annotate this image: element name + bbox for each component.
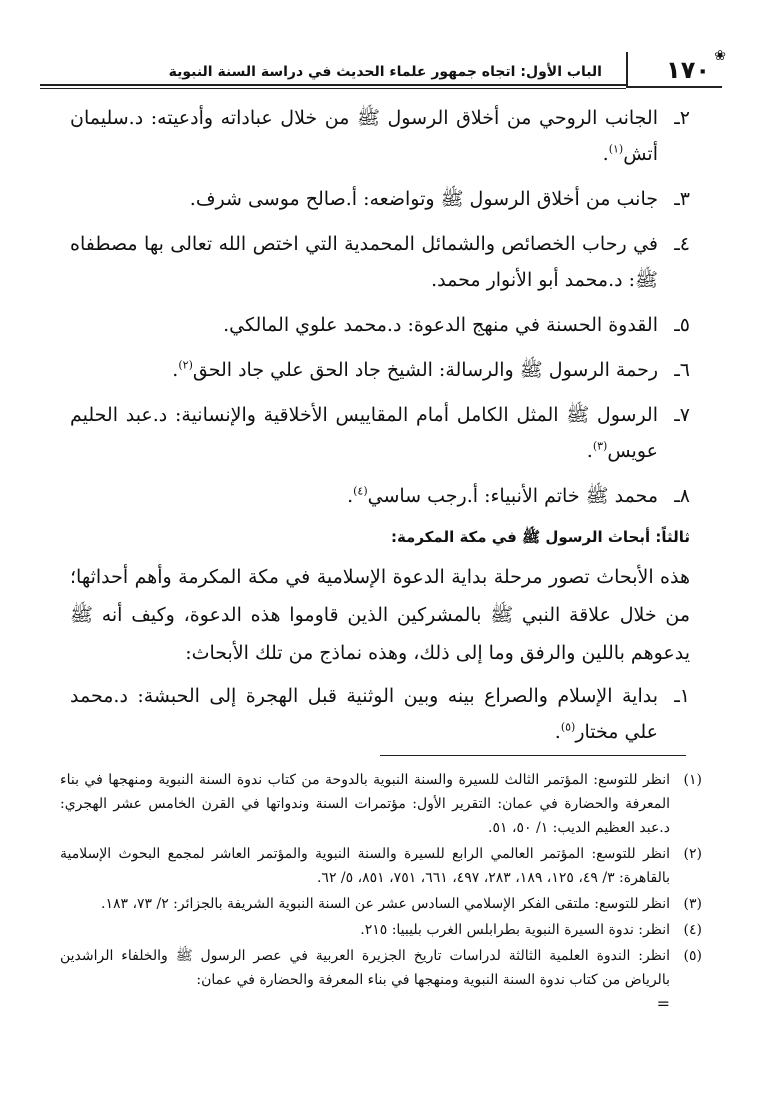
item-number: ١ـ [674,685,690,707]
section-list [70,678,690,750]
ornament-icon: ❀ [714,48,726,64]
footnote [60,944,702,992]
item-end: . [554,721,561,743]
list-item [70,478,690,514]
footnote-ref: (٢) [178,358,193,372]
page-header [40,48,726,94]
continuation-mark: = [656,994,670,1013]
footnote-ref: (٤) [353,484,368,498]
footnote-number: (٣) [683,896,702,912]
item-text: جانب من أخلاق الرسول ﷺ وتواضعه: أ.صالح موسى شرف. [189,188,658,210]
list-item [70,397,690,469]
item-text: الجانب الروحي من أخلاق الرسول ﷺ من خلال عباداته وأدعيته: د.سليمان أتش [70,107,658,165]
item-end: . [602,143,609,165]
header-rule-thin [40,88,626,89]
item-number: ٣ـ [674,188,690,210]
footnote-separator [380,755,686,756]
footnote-text: انظر: ندوة السيرة النبوية بطرابلس الغرب بليبيا: ٢١٥. [360,922,670,938]
footnote-list [60,768,702,992]
footnote [60,918,702,942]
item-text: القدوة الحسنة في منهج الدعوة: د.محمد علوي المالكي. [223,314,658,336]
item-end: . [586,440,593,462]
footnote-number: (٥) [683,948,702,964]
page-number: ١٧٠ [666,56,710,84]
footnote-text: انظر: الندوة العلمية الثالثة لدراسات تاريخ الجزيرة العربية في عصر الرسول ﷺ والخلفاء الراشدين بالرياض من كتاب ندوة السنة النبوية ومنهجها في بناء المعرفة والحضارة في عمان: [60,948,670,988]
item-number: ٤ـ [674,233,690,255]
list-item [70,678,690,750]
footnote [60,768,702,840]
main-text [70,100,690,759]
item-text: رحمة الرسول ﷺ والرسالة: الشيخ جاد الحق علي جاد الحق [192,359,658,381]
list-item [70,226,690,298]
footnote-number: (١) [683,772,702,788]
footnote-ref: (٥) [560,720,576,734]
footnote-text: انظر للتوسع: المؤتمر الثالث للسيرة والسنة النبوية بالدوحة من كتاب ندوة السنة النبوية ومنهجها في بناء المعرفة والحضارة في عمان: التقرير الأول: مؤتمرات السنة وندواتها في القرن الخامس عشر الهجري: د.عبد العظيم الديب: ١/ ٥٠، ٥١. [60,772,670,836]
list-item [70,181,690,217]
item-end: . [172,359,179,381]
item-number: ٨ـ [674,485,690,507]
footnote [60,892,702,916]
footnote-ref: (١) [608,142,624,156]
list-item [70,307,690,343]
item-number: ٧ـ [674,404,690,426]
list-item [70,100,690,172]
item-number: ٥ـ [674,314,690,336]
footnote-ref: (٣) [592,439,608,453]
footnote-number: (٤) [683,922,702,938]
footnote-number: (٢) [683,846,702,862]
item-end: . [347,485,354,507]
item-text: محمد ﷺ خاتم الأنبياء: أ.رجب ساسي [367,485,658,507]
item-text: في رحاب الخصائص والشمائل المحمدية التي اختص الله تعالى بها مصطفاه ﷺ: د.محمد أبو الأنوار محمد. [70,233,658,291]
running-title: الباب الأول: اتجاه جمهور علماء الحديث في دراسة السنة النبوية [168,64,602,80]
item-text: الرسول ﷺ المثل الكامل أمام المقاييس الأخلاقية والإنسانية: د.عبد الحليم عويس [70,404,658,462]
list-item [70,352,690,388]
footnotes [60,768,702,1013]
section-heading: ثالثاً: أبحاث الرسول ﷺ في مكة المكرمة: [390,528,690,546]
item-number: ٢ـ [674,107,690,129]
footnote-text: انظر للتوسع: ملتقى الفكر الإسلامي السادس عشر عن السنة النبوية الشريفة بالجزائر: ٢/ ٧٣، ١٨٣. [100,896,670,912]
item-number: ٦ـ [674,359,690,381]
footnote [60,842,702,890]
page-number-frame [626,48,726,88]
section-paragraph: هذه الأبحاث تصور مرحلة بداية الدعوة الإسلامية في مكة المكرمة وأهم أحداثها؛ من خلال علاقة النبي ﷺ بالمشركين الذين قاوموا هذه الدعوة، وكيف أنه ﷺ يدعوهم باللين والرفق وما إلى ذلك، وهذه نماذج من تلك الأبحاث: [70,566,690,664]
item-text: بداية الإسلام والصراع بينه وبين الوثنية قبل الهجرة إلى الحبشة: د.محمد علي مختار [70,685,658,743]
header-rule [40,84,626,86]
footnote-text: انظر للتوسع: المؤتمر العالمي الرابع للسيرة والسنة النبوية والمؤتمر العاشر لمجمع البحوث الإسلامية بالقاهرة: ٣/ ٤٩، ١٢٥، ١٨٩، ٢٨٣، ٤٩٧، ٦٦١، ٧٥١، ٨٥١، ٥/ ٦٢. [60,846,670,886]
research-list [70,100,690,514]
